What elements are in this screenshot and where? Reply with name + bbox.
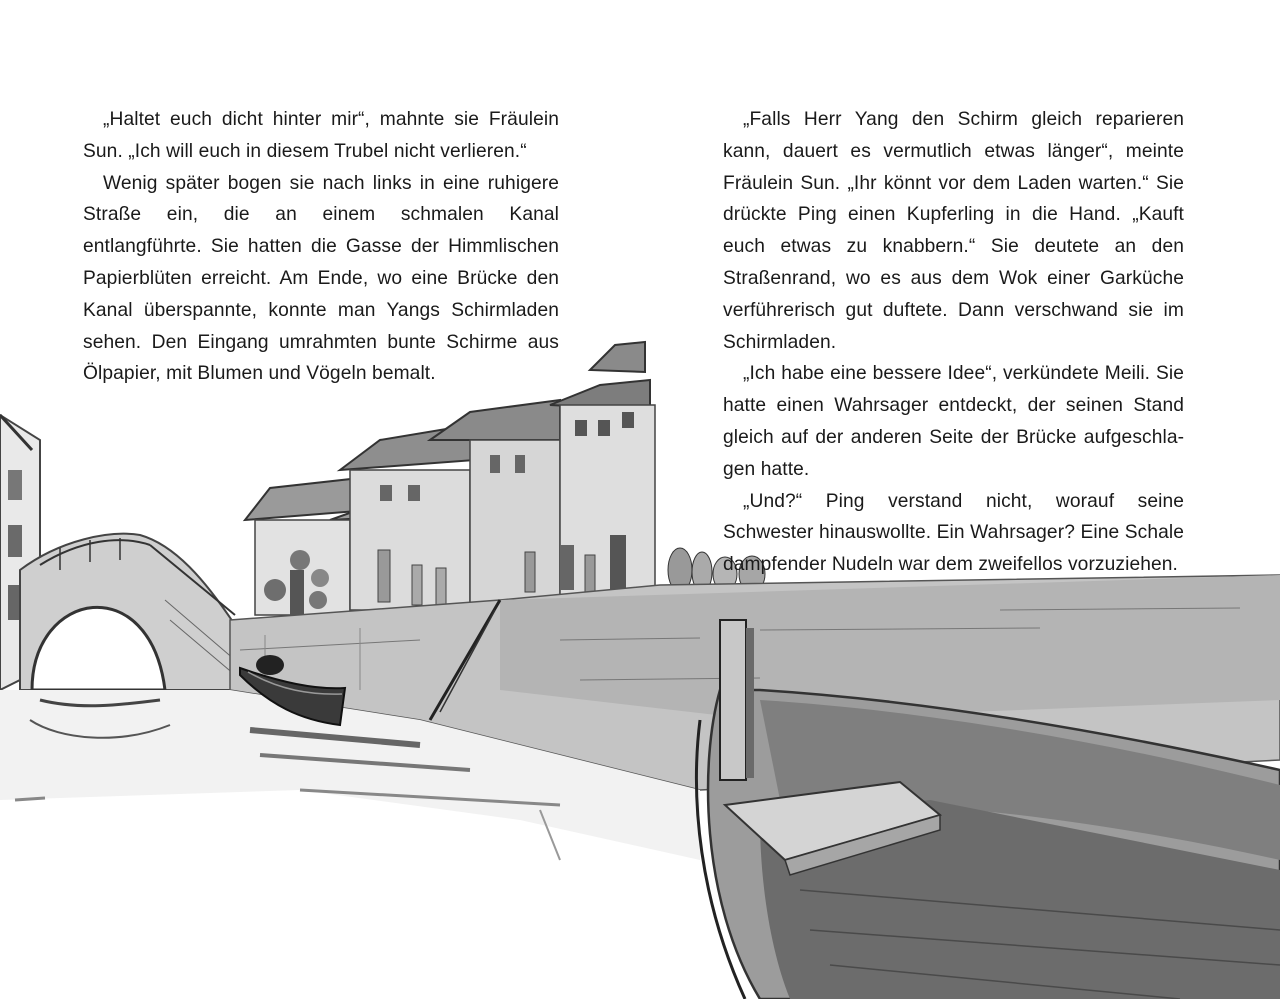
right-page-text [723,104,1184,581]
left-page-text [83,104,559,390]
paragraph: „Und?“ Ping verstand nicht, worauf seine Schwester hinauswollte. Ein Wahrsager? Eine Schale dampfender Nudeln war dem zweifellos vorzuziehen. [723,490,1184,576]
paragraph: „Ich habe eine bessere Idee“, verkündete Meili. Sie hatte einen Wahrsager entdeckt, der seinen Stand gleich auf der anderen Seite der Brücke aufgeschlagen hatte. [723,363,1184,480]
paragraph: „Haltet euch dicht hinter mir“, mahnte sie Fräulein Sun. „Ich will euch in diesem Trubel nicht verlieren.“ [83,109,559,162]
paragraph: Wenig später bogen sie nach links in eine ruhigere Straße ein, die an einem schmalen Kanal entlangführte. Sie hatten die Gasse der Himmlischen Papierblüten erreicht. Am Ende, wo eine Brücke den Kanal überspannte, konnte man Yangs Schirmladen sehen. Den Eingang umrahmten bunte Schirme aus Ölpapier, mit Blumen und Vögeln bemalt. [83,172,559,385]
paragraph: „Falls Herr Yang den Schirm gleich reparieren kann, dauert es vermutlich etwas länger“, meinte Fräulein Sun. „Ihr könnt vor dem Laden warten.“ Sie drückte Ping einen Kupferling in die Hand. „Kauft euch etwas zu knabbern.“ Sie deutete an den Straßenrand, wo es aus dem Wok einer Garküche verführerisch gut duftete. Dann verschwand sie im Schirmladen. [723,109,1184,353]
